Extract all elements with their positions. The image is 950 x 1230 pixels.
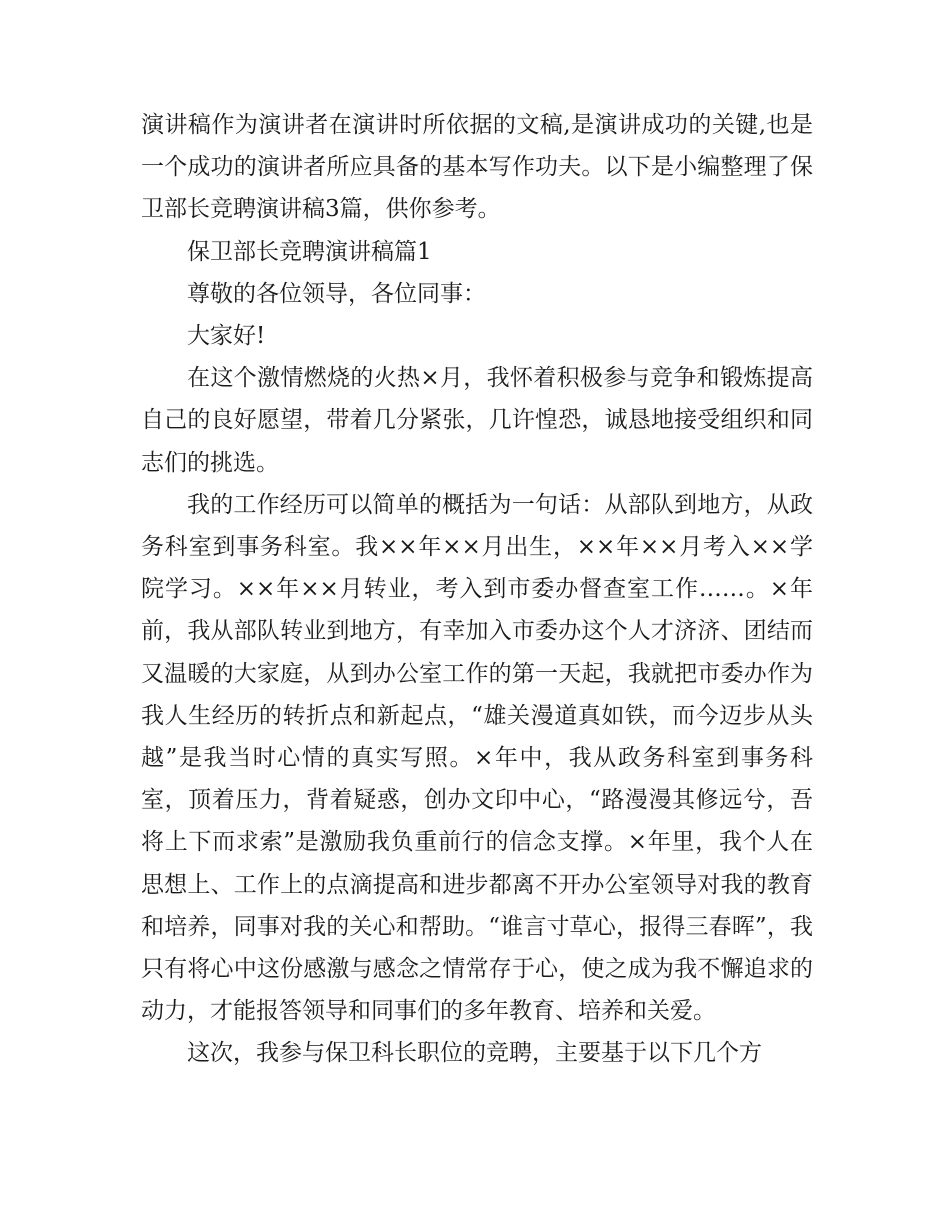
document-body	[141, 104, 813, 1075]
intro-paragraph: 演讲稿作为演讲者在演讲时所依据的文稿,是演讲成功的关键,也是一个成功的演讲者所应具备的基本写作功夫。以下是小编整理了保卫部长竞聘演讲稿3篇，供你参考。	[141, 112, 813, 223]
speech-title: 保卫部长竞聘演讲稿篇1	[187, 238, 432, 265]
salutation: 尊敬的各位领导，各位同事：	[187, 280, 486, 307]
body-paragraph-1: 在这个激情燃烧的火热×月，我怀着积极参与竞争和锻炼提高自己的良好愿望，带着几分紧张，几许惶恐，诚恳地接受组织和同志们的挑选。	[141, 365, 813, 476]
greeting: 大家好!	[187, 323, 266, 350]
body-paragraph-3: 这次，我参与保卫科长职位的竞聘，主要基于以下几个方	[187, 1040, 762, 1067]
body-paragraph-2: 我的工作经历可以简单的概括为一句话：从部队到地方，从政务科室到事务科室。我××年××月出生，××年××月考入××学院学习。××年××月转业，考入到市委办督查室工作……。×年前，我从部队转业到地方，有幸加入市委办这个人才济济、团结而又温暖的大家庭，从到办公室工作的第一天起，我就把市委办作为我人生经历的转折点和新起点，“雄关漫道真如铁，而今迈步从头越”是我当时心情的真实写照。×年中，我从政务科室到事务科室，顶着压力，背着疑惑，创办文印中心，“路漫漫其修远兮，吾将上下而求索”是激励我负重前行的信念支撑。×年里，我个人在思想上、工作上的点滴提高和进步都离不开办公室领导对我的教育和培养，同事对我的关心和帮助。“谁言寸草心，报得三春晖”，我只有将心中这份感激与感念之情常存于心，使之成为我不懈追求的动力，才能报答领导和同事们的多年教育、培养和关爱。	[141, 491, 813, 1025]
